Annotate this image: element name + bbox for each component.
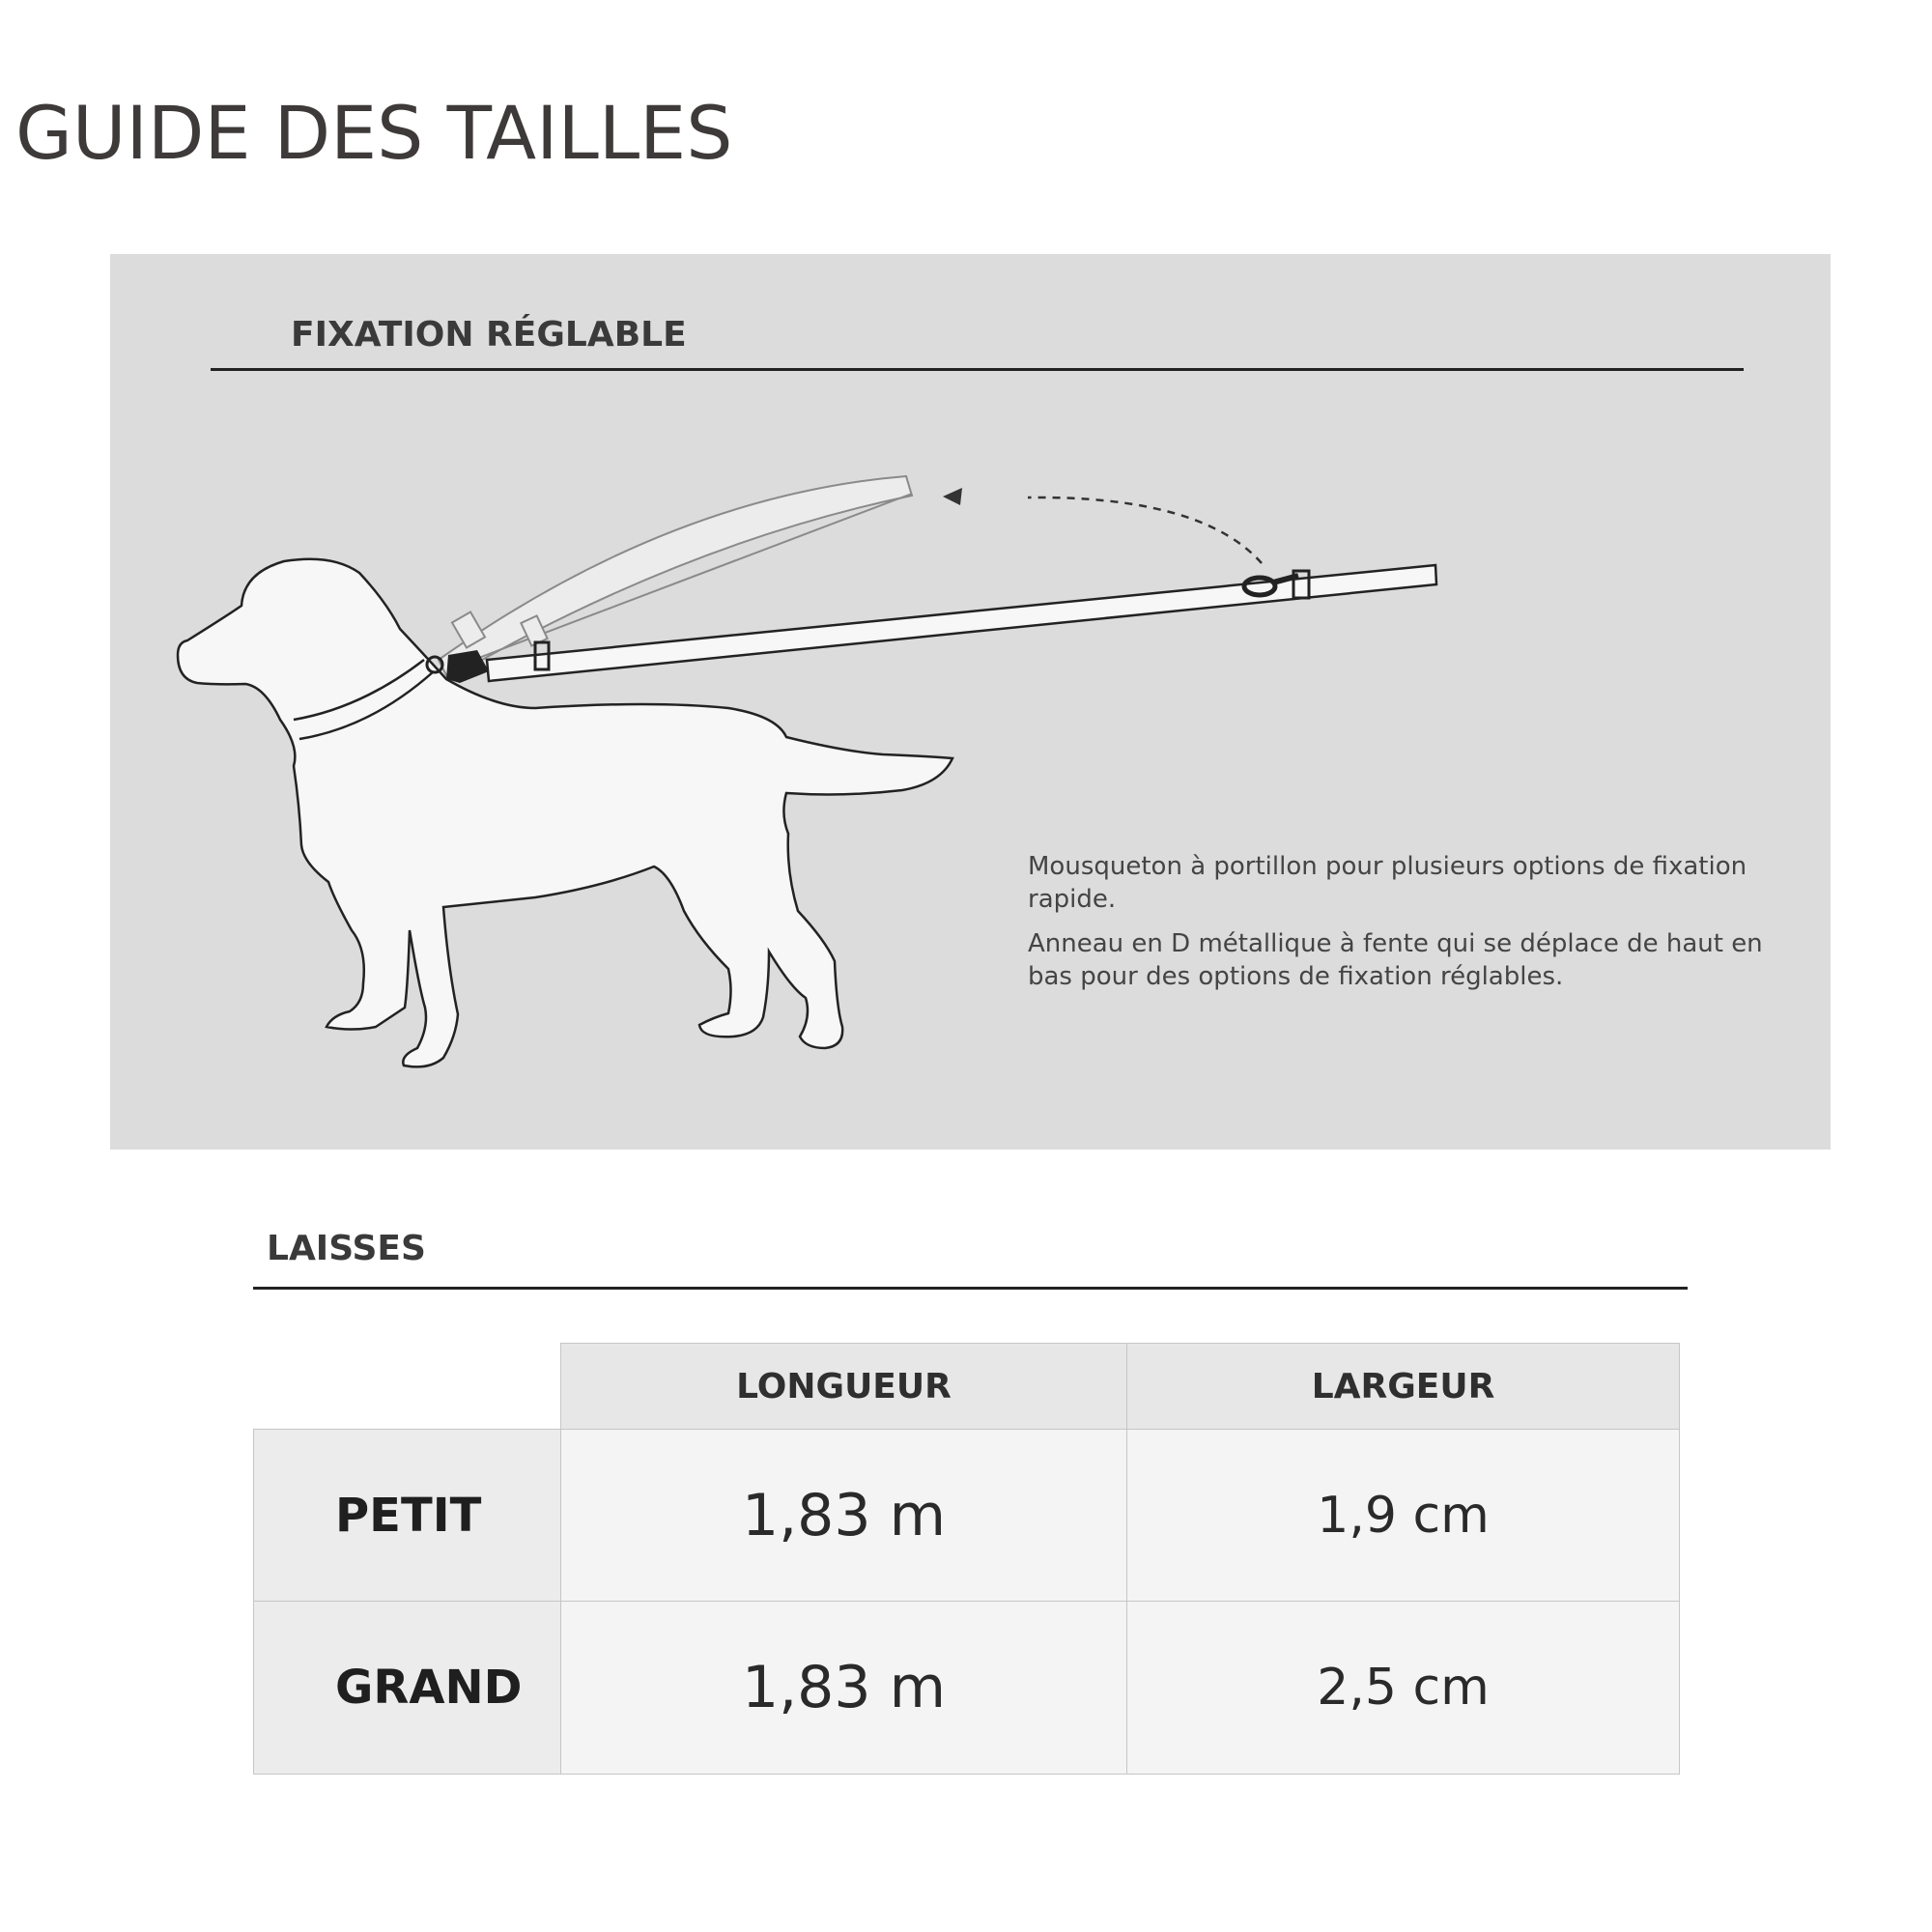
description-line: Mousqueton à portillon pour plusieurs options de fixation rapide. bbox=[1028, 852, 1747, 914]
cell-grand-longueur: 1,83 m bbox=[560, 1601, 1127, 1775]
cell-petit-largeur: 1,9 cm bbox=[1126, 1429, 1680, 1602]
laisses-heading: LAISSES bbox=[267, 1229, 426, 1268]
dog-with-leash-illustration bbox=[110, 254, 1831, 1150]
fixation-heading: FIXATION RÉGLABLE bbox=[291, 315, 687, 355]
row-header-petit: PETIT bbox=[253, 1429, 561, 1602]
fixation-panel bbox=[110, 254, 1831, 1150]
page-title: GUIDE DES TAILLES bbox=[15, 90, 733, 176]
column-header-longueur: LONGUEUR bbox=[560, 1343, 1127, 1430]
row-header-grand: GRAND bbox=[253, 1601, 561, 1775]
column-header-largeur: LARGEUR bbox=[1126, 1343, 1680, 1430]
dashed-arrow-icon bbox=[1028, 497, 1262, 563]
cell-grand-largeur: 2,5 cm bbox=[1126, 1601, 1680, 1775]
arrow-head-icon bbox=[943, 488, 962, 505]
description-line: Anneau en D métallique à fente qui se déplace de haut en bas pour des options de fixation réglables. bbox=[1028, 929, 1763, 991]
cell-petit-longueur: 1,83 m bbox=[560, 1429, 1127, 1602]
laisses-divider bbox=[253, 1287, 1688, 1290]
fixation-description bbox=[1028, 850, 1810, 1005]
